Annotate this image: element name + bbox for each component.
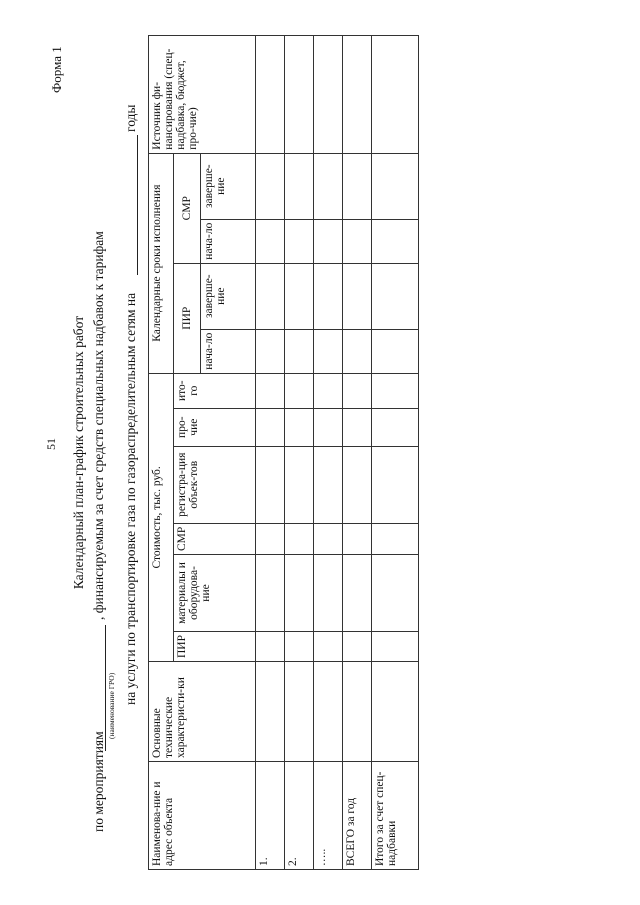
gro-name-blank	[105, 625, 106, 751]
header-cost-total: ито-го	[174, 373, 256, 408]
schedule-table	[148, 35, 419, 870]
header-schedule-smr: СМР	[174, 153, 201, 263]
row-label: 2.	[285, 762, 314, 870]
table-row	[285, 35, 314, 869]
header-schedule-pir: ПИР	[174, 263, 201, 373]
table-row	[314, 35, 343, 869]
header-funding-source: Источник фи-нансирования (спец-надбавка, бюджет, про-чие)	[149, 35, 256, 153]
header-pir-start: нача-ло	[201, 329, 256, 373]
header-cost-materials: материалы и оборудова-ние	[174, 554, 256, 631]
table-row	[256, 35, 285, 869]
header-smr-start: нача-ло	[201, 219, 256, 263]
header-cost-pir: ПИР	[174, 631, 256, 661]
subtitle-suffix: , финансируемым за счет средств специальных надбавок к тарифам	[91, 231, 106, 620]
page-number: 51	[44, 438, 58, 450]
header-cost-registration: регистра-ция объек-тов	[174, 446, 256, 523]
row-label: ВСЕГО за год	[343, 762, 372, 870]
years-blank	[137, 135, 138, 275]
header-cost-group: Стоимость, тыс. руб.	[149, 373, 174, 661]
header-pir-end: заверше-ние	[201, 263, 256, 329]
period-line-suffix: годы	[123, 104, 138, 132]
form-label: Форма 1	[49, 46, 64, 93]
table-row-total-year	[343, 35, 372, 869]
header-smr-end: заверше-ние	[201, 153, 256, 219]
row-label: 1.	[256, 762, 285, 870]
header-schedule-group: Календарные сроки исполнения	[149, 153, 174, 373]
header-cost-smr: СМР	[174, 523, 256, 554]
gro-name-caption: (наименование ГРО)	[107, 672, 116, 739]
document-title: Календарный план-график строительных работ	[71, 315, 86, 590]
header-cost-other: про-чие	[174, 408, 256, 446]
table-row-total-special	[372, 35, 419, 869]
subtitle-prefix: по мероприятиям	[91, 731, 106, 832]
header-tech-specs: Основные технические характеристи-ки	[149, 662, 256, 762]
period-line-prefix: на услуги по транспортировке газа по газораспределительным сетям на	[123, 292, 138, 705]
header-object-name: Наименова-ние и адрес объекта	[149, 762, 256, 870]
row-label: Итого за счет спец-надбавки	[372, 762, 419, 870]
row-label: …..	[314, 762, 343, 870]
